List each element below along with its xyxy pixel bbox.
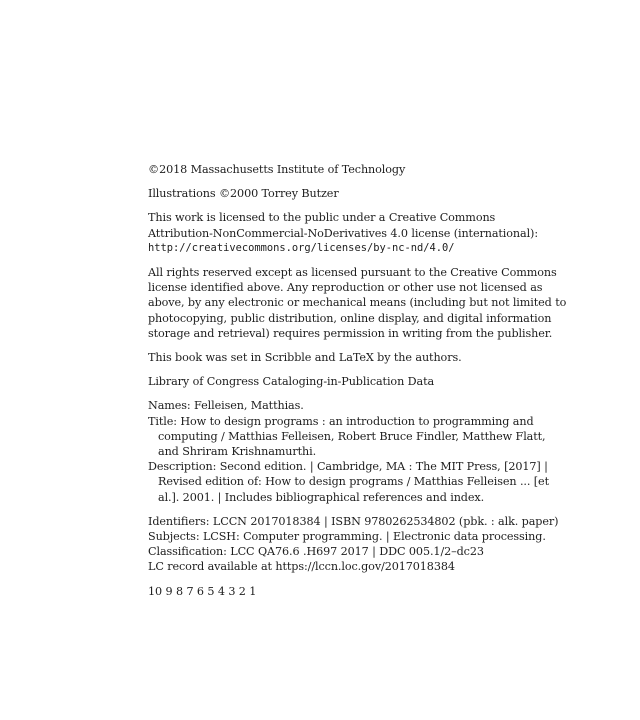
classification-line: Classification: LCC QA76.6 .H697 2017 | DDC 005.1/2–dc23 — [148, 545, 484, 559]
rights-line: above, by any electronic or mechanical means (including but not limited to — [148, 296, 567, 310]
rights-paragraph — [148, 265, 578, 341]
cip-names: Names: Felleisen, Matthias. — [148, 399, 304, 413]
printing-numbers: 10 9 8 7 6 5 4 3 2 1 — [148, 584, 257, 598]
cip-description-continued: al.]. 2001. | Includes bibliographical references and index. — [158, 490, 485, 504]
cip-title-continued: computing / Matthias Felleisen, Robert Bruce Findler, Matthew Flatt, — [158, 429, 546, 443]
cip-heading-line: Library of Congress Cataloging-in-Publication Data — [148, 375, 435, 389]
cip-title-continued: and Shriram Krishnamurthi. — [158, 445, 317, 459]
cip-record — [148, 398, 578, 504]
cip-title: Title: How to design programs : an introduction to programming and — [148, 414, 534, 428]
cip-description: Description: Second edition. | Cambridge, MA : The MIT Press, [2017] | — [148, 460, 548, 474]
cip-description-continued: Revised edition of: How to design programs / Matthias Felleisen ... [et — [158, 475, 549, 489]
identifiers-line: Identifiers: LCCN 2017018384 | ISBN 9780262534802 (pbk. : alk. paper) — [148, 514, 559, 528]
rights-line: storage and retrieval) requires permission in writing from the publisher. — [148, 326, 553, 340]
rights-line: All rights reserved except as licensed pursuant to the Creative Commons — [148, 266, 557, 280]
cip-heading — [148, 374, 578, 389]
license-paragraph — [148, 210, 578, 256]
typesetting-line: This book was set in Scribble and LaTeX by the authors. — [148, 351, 462, 365]
copyright-notice — [148, 162, 578, 177]
rights-line: photocopying, public distribution, online display, and digital information — [148, 311, 552, 325]
subjects-line: Subjects: LCSH: Computer programming. | Electronic data processing. — [148, 530, 546, 544]
license-line: This work is licensed to the public under a Creative Commons — [148, 211, 496, 225]
rights-line: license identified above. Any reproduction or other use not licensed as — [148, 281, 543, 295]
printing-line — [148, 584, 578, 599]
identifiers-block — [148, 514, 578, 575]
typesetting-note — [148, 350, 578, 365]
copyright-page — [148, 162, 578, 608]
license-url: http://creativecommons.org/licenses/by-nc-nd/4.0/ — [148, 241, 455, 254]
lc-record-line: LC record available at https://lccn.loc.gov/2017018384 — [148, 560, 455, 574]
illustrations-line: Illustrations ©2000 Torrey Butzer — [148, 187, 339, 201]
copyright-line: ©2018 Massachusetts Institute of Technology — [148, 163, 406, 176]
license-line: Attribution-NonCommercial-NoDerivatives 4.0 license (international): — [148, 226, 538, 240]
illustrations-credit — [148, 186, 578, 201]
